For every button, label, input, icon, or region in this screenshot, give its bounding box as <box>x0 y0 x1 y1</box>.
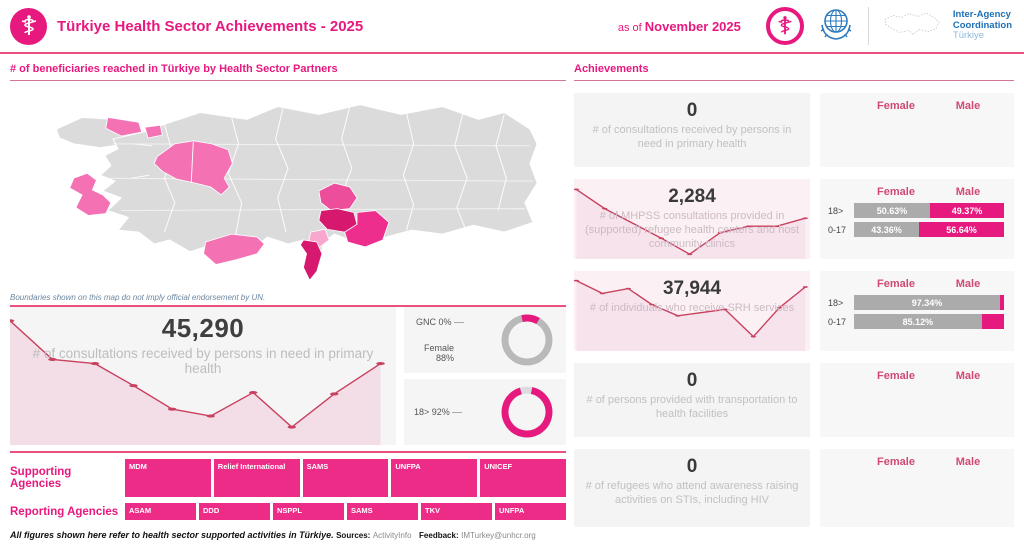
agency-tile[interactable]: SAMS <box>347 503 418 520</box>
male-bar <box>1000 295 1004 310</box>
gender-bar-row <box>828 222 1004 237</box>
left-column <box>10 54 566 540</box>
stat-value: 0 <box>686 370 698 391</box>
male-header: Male <box>955 370 981 382</box>
agency-tile[interactable]: TKV <box>421 503 492 520</box>
map-disclaimer: Boundaries shown on this map do not imply official endorsement by UN. <box>10 293 266 302</box>
map-region-izmir <box>70 173 111 215</box>
male-header: Male <box>955 456 981 468</box>
stat-card-transportation[interactable] <box>574 363 810 437</box>
map-region-hatay <box>300 240 322 280</box>
agency-tile[interactable]: ASAM <box>125 503 196 520</box>
female-header: Female <box>877 100 915 112</box>
gender-bar-row <box>828 203 1004 218</box>
stat-card-sti-awareness[interactable] <box>574 449 810 527</box>
health-sector-logo-icon <box>766 7 804 45</box>
stat-card-primary-health[interactable] <box>574 93 810 167</box>
stat-value: 37,944 <box>662 278 722 299</box>
stat-caption: # of consultations received by persons in need in primary health <box>32 346 374 376</box>
male-bar <box>982 314 1004 329</box>
female-bar: 50.63% <box>854 203 930 218</box>
male-header: Male <box>955 186 981 198</box>
feedback-email[interactable]: IMTurkey@unhcr.org <box>461 531 536 540</box>
donut-label-gnc: GNC 0% <box>416 317 464 327</box>
agency-tile[interactable]: UNFPA <box>391 459 477 497</box>
supporting-agencies-list <box>125 459 566 497</box>
stat-value: 2,284 <box>668 186 716 207</box>
agency-tile[interactable]: NSPPL <box>273 503 344 520</box>
primary-health-consultations-card[interactable] <box>10 307 396 445</box>
gender-card[interactable] <box>820 271 1014 351</box>
header <box>0 0 1024 54</box>
org-name: Inter-Agency Coordination Türkiye <box>952 8 1012 42</box>
stat-caption: # of consultations received by persons in need in primary health <box>592 124 792 150</box>
gnc-female-donut-card[interactable] <box>404 307 566 373</box>
caduceus-icon <box>10 8 47 45</box>
stat-caption: # of individuals who receive SRH services <box>589 302 795 314</box>
female-bar: 85.12% <box>854 314 982 329</box>
male-bar: 49.37% <box>930 203 1004 218</box>
female-header: Female <box>877 370 915 382</box>
donut-label-female: Female 88% <box>423 343 454 363</box>
male-bar: 56.64% <box>919 222 1004 237</box>
stat-caption: # of MHPSS consultations provided in (supported) refugee health centers and host community clinics <box>584 210 800 250</box>
stat-caption: # of refugees who attend awareness raising activities on STIs, including HIV <box>585 480 799 506</box>
gender-bar-row <box>828 314 1004 329</box>
stat-card-mhpss[interactable] <box>574 179 810 259</box>
donut-label-18plus: 18> 92% <box>414 407 462 417</box>
map-section-title: # of beneficiaries reached in Türkiye by Health Sector Partners <box>10 54 566 81</box>
male-header: Male <box>955 278 981 290</box>
achievements-column <box>574 54 1014 540</box>
age-group-label: 18> <box>828 205 844 216</box>
age-group-label: 18> <box>828 297 844 308</box>
logo-divider <box>868 7 869 45</box>
female-header: Female <box>877 278 915 290</box>
agency-tile[interactable]: DDD <box>199 503 270 520</box>
agency-tile[interactable]: SAMS <box>303 459 389 497</box>
female-bar: 43.36% <box>854 222 919 237</box>
stat-caption: # of persons provided with transportation to health facilities <box>586 394 798 420</box>
page-title: Türkiye Health Sector Achievements - 2025 <box>57 17 364 35</box>
achievements-title: Achievements <box>574 54 1014 81</box>
footer-note: All figures shown here refer to health sector supported activities in Türkiye. Sources: ActivityInfo Feedback: IMTurkey@unhcr.org <box>10 530 536 540</box>
turkiye-outline-icon <box>880 7 942 46</box>
divider <box>10 451 566 453</box>
reporting-agencies-list <box>125 503 566 520</box>
turkiye-choropleth-map[interactable] <box>10 81 566 291</box>
as-of-date: as of November 2025 <box>617 18 741 34</box>
agency-tile[interactable]: MDM <box>125 459 211 497</box>
gender-card[interactable] <box>820 93 1014 167</box>
female-bar: 97.34% <box>854 295 1000 310</box>
age-group-label: 0-17 <box>828 224 847 235</box>
stat-value: 0 <box>686 456 698 477</box>
un-logo-icon <box>815 3 857 50</box>
gender-card[interactable] <box>820 449 1014 527</box>
supporting-agencies-label: Supporting Agencies <box>10 466 72 490</box>
donut-chart-age <box>498 383 556 441</box>
age-group-label: 0-17 <box>828 316 847 327</box>
agency-tile[interactable]: UNFPA <box>495 503 566 520</box>
male-header: Male <box>955 100 981 112</box>
stat-card-srh[interactable] <box>574 271 810 351</box>
gender-card[interactable] <box>820 179 1014 259</box>
gender-bar-row <box>828 295 1004 310</box>
gender-card[interactable] <box>820 363 1014 437</box>
reporting-agencies-label: Reporting Agencies <box>10 505 119 518</box>
adult-donut-card[interactable] <box>404 379 566 445</box>
agency-tile[interactable]: Relief International <box>214 459 300 497</box>
female-header: Female <box>877 186 915 198</box>
agency-tile[interactable]: UNICEF <box>480 459 566 497</box>
female-header: Female <box>877 456 915 468</box>
donut-chart-female <box>498 311 556 369</box>
stat-value: 45,290 <box>161 313 245 343</box>
stat-value: 0 <box>686 100 698 121</box>
